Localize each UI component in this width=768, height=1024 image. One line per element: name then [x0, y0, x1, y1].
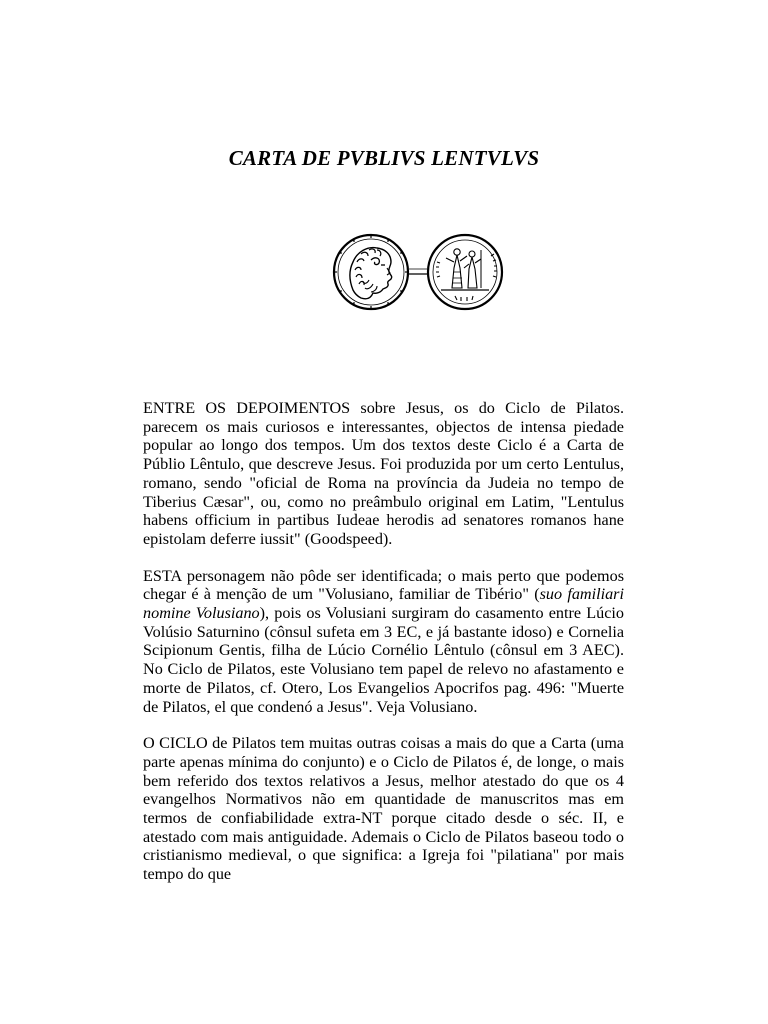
paragraph-2-latin-quote: suo familiari nomine Volusiano	[143, 585, 624, 623]
paragraph-2-text-before: ESTA personagem não pôde ser identificada; o mais perto que podemos chegar é à menção de um "Volusiano, familiar de Tibério" (	[143, 566, 624, 604]
left-coin-portrait	[334, 235, 408, 309]
document-title: CARTA DE PVBLIVS LENTVLVS	[228, 146, 540, 170]
paragraph-1	[143, 399, 624, 549]
document-body	[143, 399, 624, 902]
coins-illustration	[331, 232, 505, 312]
right-coin-figures	[428, 235, 502, 309]
paragraph-1-text: ENTRE OS DEPOIMENTOS sobre Jesus, os do Ciclo de Pilatos. parecem os mais curiosos e interessantes, objectos de intensa piedade popular ao longo dos tempos. Um dos textos deste Ciclo é a Carta de Públio Lêntulo, que descreve Jesus. Foi produzida por um certo Lentulus, romano, sendo "oficial de Roma na província da Judeia no tempo de Tiberius Cæsar", ou, como no preâmbulo original em Latim, "Lentulus habens officium in partibus Iudeae herodis ad senatores romanos hane epistolam deferre iussit" (Goodspeed).	[143, 399, 624, 548]
paragraph-3	[143, 734, 624, 884]
paragraph-3-text: O CICLO de Pilatos tem muitas outras coisas a mais do que a Carta (uma parte apenas mínima do conjunto) e o Ciclo de Pilatos é, de longe, o mais bem referido dos textos relativos a Jesus, melhor atestado do que os 4 evangelhos Normativos não em quantidade de manuscritos mas em termos de confiabilidade extra-NT porque citado desde o séc. II, e atestado com mais antiguidade. Ademais o Ciclo de Pilatos baseou todo o cristianismo medieval, o que significa: a Igreja foi "pilatiana" por mais tempo do que	[143, 734, 624, 884]
paragraph-2-text-after: ), pois os Volusiani surgiram do casamento entre Lúcio Volúsio Saturnino (cônsul sufeta em 3 EC, e já bastante idoso) e Cornelia Scipionum Gentis, filha de Lúcio Cornélio Lêntulo (cônsul em 3 AEC). No Ciclo de Pilatos, este Volusiano tem papel de relevo no afastamento e morte de Pilatos, cf. Otero, Los Evangelios Apocrifos pag. 496: "Muerte de Pilatos, el que condenó a Jesus". Veja Volusiano.	[143, 604, 624, 716]
paragraph-2	[143, 567, 624, 717]
